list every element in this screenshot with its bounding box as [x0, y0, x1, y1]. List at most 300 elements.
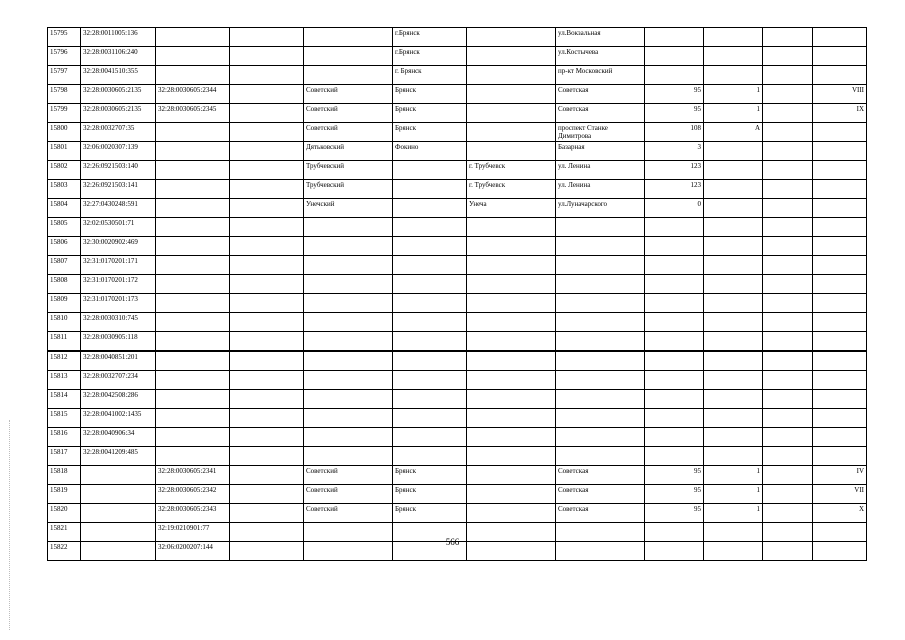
- cell-house: [645, 428, 704, 447]
- cell-number: 15808: [48, 275, 81, 294]
- cell-premises: [813, 371, 867, 390]
- cell-street: ул. Ленина: [556, 180, 645, 199]
- cell-number: 15814: [48, 390, 81, 409]
- cell-city: [393, 447, 467, 466]
- cell-premises: [813, 447, 867, 466]
- cell-empty: [230, 256, 304, 275]
- cell-cadastral-number: 32:28:0030905:118: [81, 332, 156, 352]
- cell-number: 15821: [48, 523, 81, 542]
- cell-extra: [763, 180, 813, 199]
- cell-number: 15803: [48, 180, 81, 199]
- cell-cadastral-number: 32:31:0170201:173: [81, 294, 156, 313]
- cell-district: Советский: [304, 485, 393, 504]
- cell-building: [704, 313, 763, 332]
- cell-city: Брянск: [393, 104, 467, 123]
- cell-district: [304, 237, 393, 256]
- cell-house: 123: [645, 161, 704, 180]
- cell-cadastral-number-2: [156, 123, 230, 142]
- cell-cadastral-number: 32:28:0030605:2135: [81, 104, 156, 123]
- cell-empty: [230, 47, 304, 66]
- cell-city: Брянск: [393, 466, 467, 485]
- cell-empty: [230, 85, 304, 104]
- cell-district: Советский: [304, 466, 393, 485]
- cell-cadastral-number: 32:28:0031106:240: [81, 47, 156, 66]
- cell-cadastral-number-2: [156, 294, 230, 313]
- cell-house: [645, 313, 704, 332]
- cell-building: [704, 199, 763, 218]
- cell-extra: [763, 66, 813, 85]
- cell-district: [304, 313, 393, 332]
- cell-cadastral-number-2: 32:06:0200207:144: [156, 542, 230, 561]
- cell-extra: [763, 123, 813, 142]
- cell-extra: [763, 47, 813, 66]
- cell-building: [704, 28, 763, 47]
- cell-street: [556, 275, 645, 294]
- cell-premises: X: [813, 504, 867, 523]
- cell-premises: [813, 390, 867, 409]
- cell-city: г. Брянск: [393, 66, 467, 85]
- cell-cadastral-number: 32:02:0530501:71: [81, 218, 156, 237]
- cell-city: [393, 161, 467, 180]
- cell-street: [556, 313, 645, 332]
- table-row: [48, 485, 867, 504]
- cell-premises: [813, 294, 867, 313]
- cell-extra: [763, 371, 813, 390]
- cell-district: [304, 351, 393, 371]
- table-row: [48, 142, 867, 161]
- cell-district: Дятьковский: [304, 142, 393, 161]
- cell-cadastral-number-2: [156, 161, 230, 180]
- cell-settlement: [467, 237, 556, 256]
- table-row: [48, 199, 867, 218]
- cell-number: 15810: [48, 313, 81, 332]
- cell-premises: VII: [813, 485, 867, 504]
- cell-empty: [230, 409, 304, 428]
- cell-street: ул.Луначарского: [556, 199, 645, 218]
- cell-cadastral-number-2: [156, 180, 230, 199]
- cell-number: 15811: [48, 332, 81, 352]
- cell-settlement: Унеча: [467, 199, 556, 218]
- cell-cadastral-number: 32:28:0041002:1435: [81, 409, 156, 428]
- cell-house: [645, 332, 704, 352]
- table-row: [48, 256, 867, 275]
- cell-house: [645, 390, 704, 409]
- cell-house: [645, 237, 704, 256]
- cell-cadastral-number-2: [156, 371, 230, 390]
- cell-settlement: г. Трубчевск: [467, 180, 556, 199]
- table-row: [48, 504, 867, 523]
- cell-premises: [813, 275, 867, 294]
- cell-city: Фокино: [393, 142, 467, 161]
- cell-cadastral-number: 32:28:0032707:234: [81, 371, 156, 390]
- table-row: [48, 371, 867, 390]
- cell-district: [304, 447, 393, 466]
- cell-house: [645, 409, 704, 428]
- cell-street: Советская: [556, 85, 645, 104]
- cell-cadastral-number: 32:28:0041510:355: [81, 66, 156, 85]
- cell-city: [393, 180, 467, 199]
- table-row: [48, 275, 867, 294]
- cell-cadastral-number: [81, 504, 156, 523]
- cell-extra: [763, 351, 813, 371]
- cell-cadastral-number-2: [156, 390, 230, 409]
- cell-street: Советская: [556, 466, 645, 485]
- cell-building: [704, 47, 763, 66]
- cell-city: [393, 199, 467, 218]
- cell-district: [304, 47, 393, 66]
- cell-empty: [230, 237, 304, 256]
- cell-number: 15805: [48, 218, 81, 237]
- cell-building: 1: [704, 504, 763, 523]
- cell-city: г.Брянск: [393, 28, 467, 47]
- cell-settlement: [467, 142, 556, 161]
- cell-building: [704, 275, 763, 294]
- cell-empty: [230, 218, 304, 237]
- cell-premises: [813, 199, 867, 218]
- cell-building: [704, 371, 763, 390]
- cell-settlement: [467, 104, 556, 123]
- cell-house: [645, 256, 704, 275]
- cell-cadastral-number: [81, 485, 156, 504]
- cell-house: [645, 47, 704, 66]
- cell-settlement: [467, 313, 556, 332]
- cell-extra: [763, 161, 813, 180]
- cell-building: [704, 428, 763, 447]
- cell-settlement: [467, 371, 556, 390]
- cell-settlement: [467, 351, 556, 371]
- cell-number: 15800: [48, 123, 81, 142]
- cell-cadastral-number-2: [156, 351, 230, 371]
- cell-settlement: г. Трубчевск: [467, 161, 556, 180]
- cell-extra: [763, 409, 813, 428]
- cell-house: [645, 351, 704, 371]
- cell-city: [393, 237, 467, 256]
- cell-house: 0: [645, 199, 704, 218]
- cell-empty: [230, 428, 304, 447]
- table-row: [48, 66, 867, 85]
- cell-extra: [763, 294, 813, 313]
- cell-cadastral-number: [81, 466, 156, 485]
- cell-cadastral-number-2: [156, 409, 230, 428]
- cell-district: Советский: [304, 104, 393, 123]
- cell-empty: [230, 447, 304, 466]
- cell-street: пр-кт Московский: [556, 66, 645, 85]
- cell-empty: [230, 371, 304, 390]
- cell-city: [393, 294, 467, 313]
- cell-extra: [763, 218, 813, 237]
- cell-cadastral-number: 32:28:0042508:286: [81, 390, 156, 409]
- table-row: [48, 85, 867, 104]
- cell-cadastral-number: 32:28:0030605:2135: [81, 85, 156, 104]
- cell-building: [704, 447, 763, 466]
- cell-district: [304, 218, 393, 237]
- cell-city: [393, 256, 467, 275]
- cell-cadastral-number: 32:28:0030310:745: [81, 313, 156, 332]
- cell-empty: [230, 104, 304, 123]
- cell-city: Брянск: [393, 123, 467, 142]
- cell-district: Трубчевский: [304, 161, 393, 180]
- cell-premises: [813, 66, 867, 85]
- cell-number: 15815: [48, 409, 81, 428]
- cell-extra: [763, 85, 813, 104]
- cell-street: [556, 390, 645, 409]
- cell-cadastral-number-2: [156, 275, 230, 294]
- cell-premises: [813, 332, 867, 352]
- cell-cadastral-number-2: 32:19:0210901:77: [156, 523, 230, 542]
- cell-house: 123: [645, 180, 704, 199]
- cell-empty: [230, 294, 304, 313]
- cell-extra: [763, 28, 813, 47]
- cell-street: ул.Костычева: [556, 47, 645, 66]
- cell-street: [556, 237, 645, 256]
- cell-cadastral-number-2: [156, 256, 230, 275]
- cell-extra: [763, 390, 813, 409]
- cell-district: [304, 28, 393, 47]
- cell-extra: [763, 466, 813, 485]
- cell-city: [393, 351, 467, 371]
- cell-extra: [763, 275, 813, 294]
- cell-city: Брянск: [393, 485, 467, 504]
- cell-extra: [763, 237, 813, 256]
- cell-number: 15807: [48, 256, 81, 275]
- cell-cadastral-number: 32:26:0921503:140: [81, 161, 156, 180]
- cell-building: [704, 161, 763, 180]
- cell-number: 15809: [48, 294, 81, 313]
- cell-premises: [813, 123, 867, 142]
- table-row: [48, 218, 867, 237]
- cell-number: 15818: [48, 466, 81, 485]
- cell-house: [645, 218, 704, 237]
- cell-premises: [813, 28, 867, 47]
- cell-settlement: [467, 47, 556, 66]
- cell-premises: [813, 142, 867, 161]
- cell-empty: [230, 313, 304, 332]
- cell-district: [304, 332, 393, 352]
- cell-number: 15817: [48, 447, 81, 466]
- cell-empty: [230, 390, 304, 409]
- page-number: 566: [445, 537, 460, 547]
- cell-cadastral-number: 32:28:0011005:136: [81, 28, 156, 47]
- cell-city: [393, 218, 467, 237]
- cell-building: [704, 351, 763, 371]
- cell-cadastral-number: 32:28:0040851:201: [81, 351, 156, 371]
- cell-building: [704, 294, 763, 313]
- cell-number: 15797: [48, 66, 81, 85]
- cell-settlement: [467, 256, 556, 275]
- cell-cadastral-number-2: [156, 47, 230, 66]
- cell-street: проспект Станке Димитрова: [556, 123, 645, 142]
- cell-number: 15819: [48, 485, 81, 504]
- cell-district: [304, 371, 393, 390]
- cell-empty: [230, 142, 304, 161]
- cell-settlement: [467, 28, 556, 47]
- cell-number: 15795: [48, 28, 81, 47]
- table-row: [48, 123, 867, 142]
- cell-empty: [230, 332, 304, 352]
- cell-settlement: [467, 275, 556, 294]
- cell-house: 3: [645, 142, 704, 161]
- cell-house: [645, 28, 704, 47]
- table-row: [48, 294, 867, 313]
- registry-body: [48, 28, 867, 561]
- cell-city: [393, 428, 467, 447]
- cell-empty: [230, 199, 304, 218]
- cell-extra: [763, 256, 813, 275]
- cell-premises: IX: [813, 104, 867, 123]
- cell-street: [556, 371, 645, 390]
- cell-house: 95: [645, 85, 704, 104]
- cell-house: [645, 66, 704, 85]
- cell-settlement: [467, 390, 556, 409]
- table-row: [48, 313, 867, 332]
- cell-city: Брянск: [393, 85, 467, 104]
- cell-city: [393, 409, 467, 428]
- table-row: [48, 390, 867, 409]
- cell-building: [704, 218, 763, 237]
- cell-street: [556, 218, 645, 237]
- cell-cadastral-number-2: [156, 28, 230, 47]
- cell-cadastral-number-2: [156, 332, 230, 352]
- cell-premises: [813, 161, 867, 180]
- cell-city: [393, 371, 467, 390]
- table-row: [48, 447, 867, 466]
- cell-building: [704, 180, 763, 199]
- cell-number: 15798: [48, 85, 81, 104]
- cell-cadastral-number: 32:28:0040906:34: [81, 428, 156, 447]
- cell-building: А: [704, 123, 763, 142]
- cell-cadastral-number: 32:28:0041209:485: [81, 447, 156, 466]
- cell-city: Брянск: [393, 504, 467, 523]
- cell-cadastral-number-2: [156, 447, 230, 466]
- table-row: [48, 180, 867, 199]
- cell-premises: [813, 47, 867, 66]
- cell-district: Трубчевский: [304, 180, 393, 199]
- cell-empty: [230, 504, 304, 523]
- cell-number: 15801: [48, 142, 81, 161]
- cell-district: [304, 66, 393, 85]
- cell-settlement: [467, 466, 556, 485]
- cell-street: [556, 256, 645, 275]
- cell-district: Советский: [304, 504, 393, 523]
- cell-premises: [813, 218, 867, 237]
- cell-house: 108: [645, 123, 704, 142]
- cell-street: ул.Вокзальная: [556, 28, 645, 47]
- cell-settlement: [467, 428, 556, 447]
- cell-settlement: [467, 66, 556, 85]
- cell-building: [704, 66, 763, 85]
- cell-street: Советская: [556, 504, 645, 523]
- cell-street: Базарная: [556, 142, 645, 161]
- cell-empty: [230, 28, 304, 47]
- cell-empty: [230, 466, 304, 485]
- cell-cadastral-number-2: 32:28:0030605:2341: [156, 466, 230, 485]
- cell-street: Советская: [556, 104, 645, 123]
- cell-cadastral-number-2: [156, 142, 230, 161]
- cell-building: [704, 256, 763, 275]
- cell-empty: [230, 161, 304, 180]
- cell-extra: [763, 199, 813, 218]
- cell-premises: [813, 180, 867, 199]
- cell-district: [304, 409, 393, 428]
- table-row: [48, 161, 867, 180]
- cell-premises: [813, 351, 867, 371]
- cell-extra: [763, 485, 813, 504]
- table-row: [48, 409, 867, 428]
- cell-cadastral-number-2: [156, 428, 230, 447]
- cell-street: [556, 409, 645, 428]
- cell-empty: [230, 66, 304, 85]
- cell-house: [645, 294, 704, 313]
- cell-settlement: [467, 123, 556, 142]
- cell-number: 15822: [48, 542, 81, 561]
- cell-cadastral-number: 32:27:0430248:591: [81, 199, 156, 218]
- cell-house: 95: [645, 485, 704, 504]
- cell-number: 15813: [48, 371, 81, 390]
- cell-cadastral-number-2: [156, 66, 230, 85]
- cell-premises: [813, 256, 867, 275]
- cell-empty: [230, 485, 304, 504]
- cell-settlement: [467, 504, 556, 523]
- cell-building: 1: [704, 485, 763, 504]
- cell-building: [704, 237, 763, 256]
- cell-settlement: [467, 409, 556, 428]
- cell-empty: [230, 180, 304, 199]
- cell-extra: [763, 428, 813, 447]
- cell-city: [393, 390, 467, 409]
- cell-number: 15816: [48, 428, 81, 447]
- cell-street: ул. Ленина: [556, 161, 645, 180]
- cell-extra: [763, 142, 813, 161]
- cell-street: [556, 294, 645, 313]
- cell-cadastral-number-2: 32:28:0030605:2343: [156, 504, 230, 523]
- cell-cadastral-number: 32:31:0170201:172: [81, 275, 156, 294]
- cell-building: [704, 390, 763, 409]
- table-row: [48, 351, 867, 371]
- cell-number: 15804: [48, 199, 81, 218]
- cell-settlement: [467, 85, 556, 104]
- cell-building: 1: [704, 104, 763, 123]
- cell-house: 95: [645, 104, 704, 123]
- cell-premises: [813, 313, 867, 332]
- cell-cadastral-number-2: 32:28:0030605:2345: [156, 104, 230, 123]
- cell-settlement: [467, 294, 556, 313]
- cell-district: [304, 428, 393, 447]
- cell-cadastral-number-2: [156, 313, 230, 332]
- cell-cadastral-number: 32:28:0032707:35: [81, 123, 156, 142]
- cell-street: [556, 351, 645, 371]
- cell-district: Советский: [304, 85, 393, 104]
- cell-cadastral-number-2: [156, 199, 230, 218]
- cell-number: 15806: [48, 237, 81, 256]
- table-row: [48, 28, 867, 47]
- cell-premises: VIII: [813, 85, 867, 104]
- cell-building: [704, 409, 763, 428]
- cell-city: [393, 313, 467, 332]
- cell-district: Советский: [304, 123, 393, 142]
- cell-district: [304, 294, 393, 313]
- cell-street: [556, 447, 645, 466]
- cell-extra: [763, 504, 813, 523]
- cell-cadastral-number-2: [156, 237, 230, 256]
- cell-street: [556, 428, 645, 447]
- cell-house: [645, 275, 704, 294]
- cell-cadastral-number-2: 32:28:0030605:2342: [156, 485, 230, 504]
- cell-building: 1: [704, 466, 763, 485]
- cell-city: г.Брянск: [393, 47, 467, 66]
- table-row: [48, 237, 867, 256]
- cell-district: [304, 275, 393, 294]
- cell-cadastral-number-2: [156, 218, 230, 237]
